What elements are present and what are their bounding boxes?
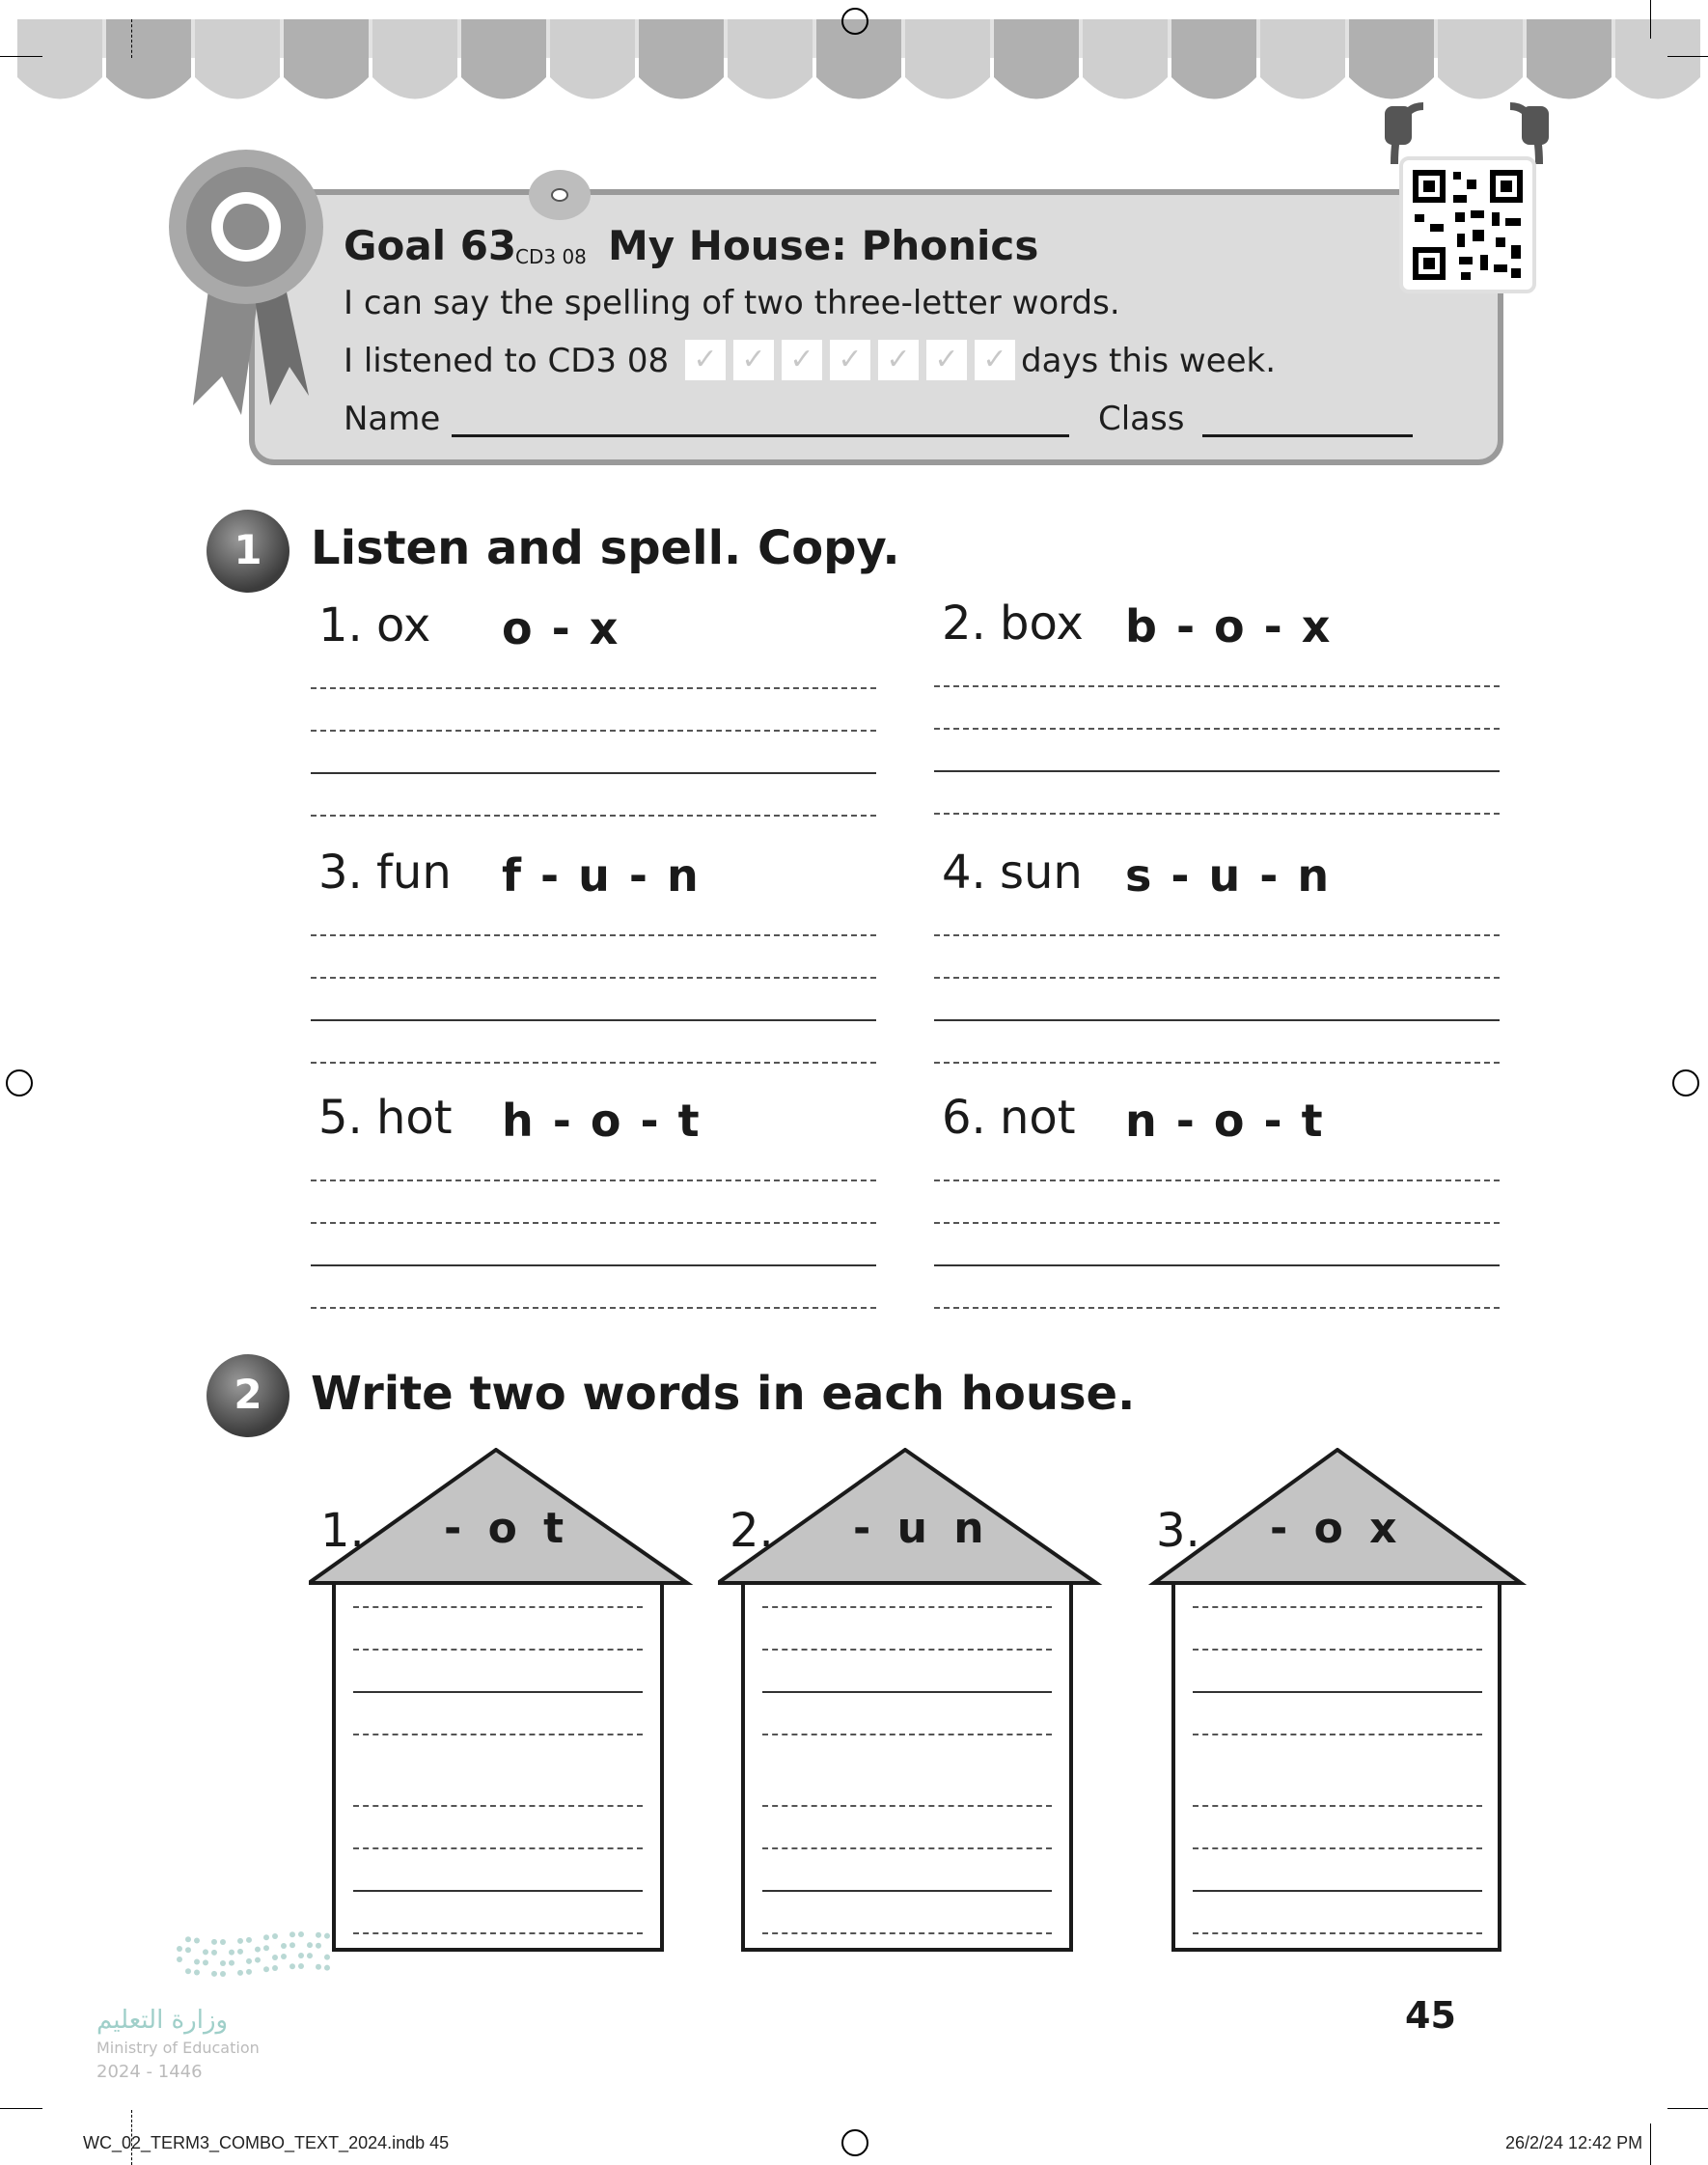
writing-line-base[interactable] bbox=[934, 770, 1500, 772]
crop-mark bbox=[1650, 0, 1651, 39]
writing-line-bottom[interactable] bbox=[934, 1307, 1500, 1309]
logo-dot bbox=[211, 1971, 217, 1977]
awning-scallop bbox=[372, 19, 457, 99]
ministry-english: Ministry of Education bbox=[96, 2039, 260, 2057]
section-1-number: 1 bbox=[207, 510, 289, 593]
house-writing-line[interactable] bbox=[1193, 1932, 1482, 1934]
copy-item bbox=[934, 597, 1513, 828]
house-writing-line[interactable] bbox=[1193, 1847, 1482, 1849]
logo-dot bbox=[237, 1970, 243, 1976]
logo-dot bbox=[185, 1968, 191, 1974]
house-writing-line[interactable] bbox=[762, 1691, 1052, 1693]
crop-mark bbox=[0, 2108, 42, 2109]
section-2-title: Write two words in each house. bbox=[311, 1367, 1136, 1421]
crop-mark bbox=[1667, 2108, 1708, 2109]
ministry-logo-icon bbox=[174, 1930, 347, 1988]
writing-line-base[interactable] bbox=[311, 772, 876, 774]
check-box[interactable]: ✓ bbox=[733, 340, 774, 380]
house-ending: - o x bbox=[1270, 1504, 1403, 1553]
logo-dot bbox=[220, 1939, 226, 1945]
logo-dot bbox=[263, 1966, 269, 1972]
house-writing-line[interactable] bbox=[1193, 1890, 1482, 1892]
item-word: hot bbox=[376, 1091, 453, 1145]
logo-dot bbox=[246, 1937, 252, 1943]
awning-scallop bbox=[284, 19, 369, 99]
logo-dot bbox=[324, 1955, 330, 1960]
writing-line-mid[interactable] bbox=[934, 728, 1500, 730]
awning-scallop bbox=[905, 19, 990, 99]
logo-dot bbox=[263, 1934, 269, 1940]
awning-scallop bbox=[1083, 19, 1168, 99]
listened-suffix: days this week. bbox=[1021, 342, 1277, 380]
logo-dot bbox=[316, 1943, 321, 1949]
registration-mark-top bbox=[841, 8, 868, 35]
writing-line-top[interactable] bbox=[311, 687, 876, 689]
logo-dot bbox=[185, 1936, 191, 1942]
registration-mark-bottom bbox=[841, 2129, 868, 2156]
writing-line-top[interactable] bbox=[934, 1180, 1500, 1181]
qr-code-icon bbox=[1403, 160, 1532, 290]
house bbox=[718, 1448, 1104, 1959]
logo-dot bbox=[289, 1942, 295, 1948]
logo-dot bbox=[316, 1964, 321, 1970]
goal-rosette-icon bbox=[164, 145, 328, 415]
listening-checkboxes bbox=[685, 340, 1023, 380]
logo-dot bbox=[272, 1955, 278, 1960]
logo-dot bbox=[255, 1947, 261, 1953]
awning-scallop bbox=[1171, 19, 1256, 99]
logo-dot bbox=[281, 1954, 287, 1959]
house bbox=[309, 1448, 695, 1959]
awning-scallop bbox=[106, 19, 191, 99]
logo-dot bbox=[307, 1953, 313, 1958]
awning-scallop bbox=[1527, 19, 1612, 99]
awning-scallop bbox=[994, 19, 1079, 99]
crop-mark bbox=[1650, 2123, 1651, 2165]
awning-scallop bbox=[17, 19, 102, 99]
logo-dot bbox=[263, 1945, 269, 1951]
logo-dot bbox=[255, 1957, 261, 1963]
writing-line-base[interactable] bbox=[934, 1019, 1500, 1021]
house-ending: - u n bbox=[853, 1504, 990, 1553]
logo-dot bbox=[220, 1960, 226, 1966]
check-box[interactable]: ✓ bbox=[782, 340, 822, 380]
house-writing-line[interactable] bbox=[1193, 1805, 1482, 1807]
writing-line-bottom[interactable] bbox=[934, 1062, 1500, 1064]
item-spelling: h - o - t bbox=[502, 1095, 702, 1147]
crop-mark bbox=[131, 2110, 132, 2165]
logo-dot bbox=[272, 1933, 278, 1939]
check-box[interactable]: ✓ bbox=[685, 340, 726, 380]
logo-dot bbox=[281, 1943, 287, 1949]
logo-dot bbox=[298, 1931, 304, 1937]
house-writing-line[interactable] bbox=[353, 1649, 643, 1651]
logo-dot bbox=[177, 1957, 182, 1962]
house-writing-line[interactable] bbox=[762, 1932, 1052, 1934]
house-writing-line[interactable] bbox=[762, 1734, 1052, 1735]
logo-dot bbox=[272, 1965, 278, 1971]
cd-icon bbox=[521, 166, 598, 234]
house-writing-line[interactable] bbox=[1193, 1691, 1482, 1693]
house-writing-line[interactable] bbox=[1193, 1606, 1482, 1608]
awning-scallop bbox=[1260, 19, 1345, 99]
logo-dot bbox=[203, 1959, 208, 1965]
logo-dot bbox=[211, 1950, 217, 1956]
item-word: ox bbox=[376, 598, 431, 652]
check-box[interactable]: ✓ bbox=[926, 340, 967, 380]
awning-scallop bbox=[728, 19, 813, 99]
copy-item bbox=[311, 1091, 890, 1322]
house-writing-line[interactable] bbox=[762, 1847, 1052, 1849]
item-word: box bbox=[1000, 597, 1084, 651]
writing-line-top[interactable] bbox=[311, 1180, 876, 1181]
logo-dot bbox=[289, 1931, 295, 1937]
registration-mark-left bbox=[6, 1069, 33, 1096]
writing-line-bottom[interactable] bbox=[311, 1062, 876, 1064]
logo-dot bbox=[203, 1949, 208, 1955]
awning-scallop bbox=[1615, 19, 1700, 99]
check-box[interactable]: ✓ bbox=[975, 340, 1015, 380]
writing-line-base[interactable] bbox=[934, 1264, 1500, 1266]
listened-prefix: I listened to CD3 08 bbox=[344, 342, 670, 380]
writing-line-top[interactable] bbox=[311, 934, 876, 936]
item-number: 1. bbox=[318, 598, 363, 652]
logo-dot bbox=[246, 1958, 252, 1964]
house-ending: - o t bbox=[444, 1504, 570, 1553]
logo-dot bbox=[177, 1946, 182, 1952]
awning-scallop bbox=[461, 19, 546, 99]
crop-mark bbox=[1667, 56, 1708, 57]
print-file-info: WC_02_TERM3_COMBO_TEXT_2024.indb 45 bbox=[83, 2133, 450, 2152]
logo-dot bbox=[194, 1969, 200, 1975]
awning-scallop bbox=[195, 19, 280, 99]
house-writing-line[interactable] bbox=[762, 1890, 1052, 1892]
house-writing-line[interactable] bbox=[762, 1805, 1052, 1807]
house-writing-line[interactable] bbox=[353, 1805, 643, 1807]
logo-dot bbox=[229, 1960, 234, 1966]
logo-dot bbox=[237, 1949, 243, 1955]
check-box[interactable]: ✓ bbox=[878, 340, 919, 380]
copy-item bbox=[311, 846, 890, 1077]
item-word: not bbox=[1000, 1091, 1076, 1145]
writing-line-base[interactable] bbox=[311, 1264, 876, 1266]
writing-line-base[interactable] bbox=[311, 1019, 876, 1021]
writing-line-mid[interactable] bbox=[311, 1222, 876, 1224]
house-writing-line[interactable] bbox=[1193, 1734, 1482, 1735]
class-label: Class bbox=[1098, 400, 1185, 438]
logo-dot bbox=[289, 1963, 295, 1969]
crop-mark bbox=[0, 56, 42, 57]
writing-line-mid[interactable] bbox=[311, 977, 876, 979]
logo-dot bbox=[229, 1950, 234, 1956]
goal-number: Goal 63 bbox=[344, 222, 517, 269]
house-body bbox=[332, 1581, 664, 1952]
house-body bbox=[741, 1581, 1073, 1952]
copy-item bbox=[934, 846, 1513, 1077]
writing-line-bottom[interactable] bbox=[311, 1307, 876, 1309]
house-writing-line[interactable] bbox=[353, 1606, 643, 1608]
logo-dot bbox=[307, 1942, 313, 1948]
logo-dot bbox=[316, 1932, 321, 1938]
logo-dot bbox=[185, 1947, 191, 1953]
item-spelling: n - o - t bbox=[1125, 1095, 1325, 1147]
house-number: 2. bbox=[730, 1504, 774, 1558]
house-writing-line[interactable] bbox=[1193, 1649, 1482, 1651]
logo-dot bbox=[194, 1937, 200, 1943]
house bbox=[1144, 1448, 1530, 1959]
class-line[interactable] bbox=[1202, 434, 1413, 437]
print-date-info: 26/2/24 12:42 PM bbox=[1505, 2133, 1643, 2152]
logo-dot bbox=[298, 1953, 304, 1958]
crop-mark bbox=[131, 19, 132, 58]
item-number: 2. bbox=[942, 597, 986, 651]
item-spelling: s - u - n bbox=[1125, 849, 1332, 902]
house-writing-line[interactable] bbox=[353, 1890, 643, 1892]
ministry-arabic: وزارة التعليم bbox=[96, 2006, 229, 2035]
logo-dot bbox=[324, 1965, 330, 1971]
copy-item bbox=[934, 1091, 1513, 1322]
logo-dot bbox=[298, 1963, 304, 1969]
item-spelling: f - u - n bbox=[502, 849, 701, 902]
house-writing-line[interactable] bbox=[762, 1649, 1052, 1651]
house-writing-line[interactable] bbox=[353, 1734, 643, 1735]
page-number: 45 bbox=[1405, 1994, 1456, 2037]
goal-objective: I can say the spelling of two three-letter words. bbox=[344, 284, 1120, 322]
copy-item bbox=[311, 598, 890, 830]
goal-header-box bbox=[249, 189, 1503, 465]
house-number: 1. bbox=[320, 1504, 365, 1558]
logo-dot bbox=[220, 1971, 226, 1977]
writing-line-top[interactable] bbox=[934, 934, 1500, 936]
item-number: 4. bbox=[942, 846, 986, 900]
writing-line-mid[interactable] bbox=[311, 730, 876, 732]
item-spelling: o - x bbox=[502, 602, 620, 654]
check-box[interactable]: ✓ bbox=[830, 340, 870, 380]
goal-title: My House: Phonics bbox=[608, 222, 1039, 269]
writing-line-top[interactable] bbox=[934, 685, 1500, 687]
house-body bbox=[1171, 1581, 1501, 1952]
item-number: 3. bbox=[318, 846, 363, 900]
cd-track-label: CD3 08 bbox=[515, 245, 587, 268]
item-number: 6. bbox=[942, 1091, 986, 1145]
awning-scallop bbox=[550, 19, 635, 99]
writing-line-bottom[interactable] bbox=[311, 815, 876, 817]
item-spelling: b - o - x bbox=[1125, 600, 1333, 652]
house-writing-line[interactable] bbox=[353, 1847, 643, 1849]
name-label: Name bbox=[344, 400, 441, 438]
registration-mark-right bbox=[1672, 1069, 1699, 1096]
writing-line-mid[interactable] bbox=[934, 1222, 1500, 1224]
awning-scallop bbox=[639, 19, 724, 99]
section-2-number: 2 bbox=[207, 1354, 289, 1437]
qr-code[interactable] bbox=[1399, 156, 1536, 293]
writing-line-bottom[interactable] bbox=[934, 813, 1500, 815]
house-writing-line[interactable] bbox=[353, 1691, 643, 1693]
house-writing-line[interactable] bbox=[762, 1606, 1052, 1608]
item-number: 5. bbox=[318, 1091, 363, 1145]
section-1-title: Listen and spell. Copy. bbox=[311, 521, 900, 575]
logo-dot bbox=[194, 1958, 200, 1964]
ministry-year: 2024 - 1446 bbox=[96, 2062, 203, 2082]
logo-dot bbox=[324, 1933, 330, 1939]
logo-dot bbox=[246, 1969, 252, 1975]
name-line[interactable] bbox=[452, 434, 1069, 437]
logo-dot bbox=[211, 1939, 217, 1945]
item-word: fun bbox=[376, 846, 452, 900]
logo-dot bbox=[237, 1938, 243, 1944]
house-writing-line[interactable] bbox=[353, 1932, 643, 1934]
house-number: 3. bbox=[1156, 1504, 1200, 1558]
awning-scallop bbox=[1349, 19, 1434, 99]
writing-line-mid[interactable] bbox=[934, 977, 1500, 979]
item-word: sun bbox=[1000, 846, 1083, 900]
awning-scallop bbox=[1438, 19, 1523, 99]
